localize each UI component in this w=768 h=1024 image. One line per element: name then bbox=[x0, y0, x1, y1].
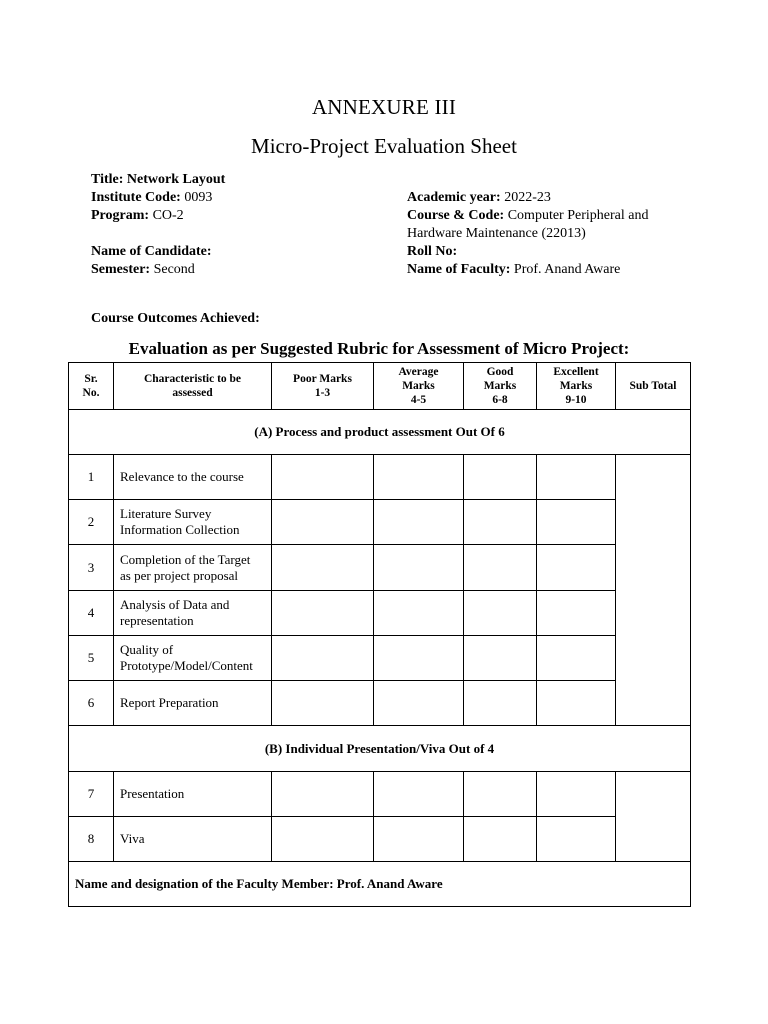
subtotal-cell-a[interactable] bbox=[616, 455, 691, 726]
col-average: Average Marks 4-5 bbox=[374, 363, 464, 410]
sheet-title: Micro-Project Evaluation Sheet bbox=[251, 134, 517, 158]
institute-line bbox=[91, 189, 212, 207]
title-value: Network Layout bbox=[126, 172, 226, 187]
average-cell[interactable] bbox=[374, 455, 464, 500]
footer-row bbox=[69, 862, 691, 907]
row-sr: 7 bbox=[69, 772, 114, 817]
table-row bbox=[69, 636, 691, 681]
title-label: Title: bbox=[91, 172, 124, 187]
course-label: Course & Code: bbox=[407, 208, 505, 223]
row-characteristic: Completion of the Target as per project proposal bbox=[114, 545, 272, 591]
poor-cell[interactable] bbox=[272, 500, 374, 545]
excellent-cell[interactable] bbox=[537, 500, 616, 545]
good-cell[interactable] bbox=[464, 591, 537, 636]
poor-cell[interactable] bbox=[272, 591, 374, 636]
candidate-line bbox=[91, 243, 212, 261]
row-sr: 5 bbox=[69, 636, 114, 681]
section-a-title: (A) Process and product assessment Out Of 6 bbox=[69, 410, 691, 455]
table-row bbox=[69, 455, 691, 500]
excellent-cell[interactable] bbox=[537, 591, 616, 636]
good-cell[interactable] bbox=[464, 500, 537, 545]
faculty-member-line: Name and designation of the Faculty Member: Prof. Anand Aware bbox=[69, 862, 691, 907]
col-subtotal: Sub Total bbox=[616, 363, 691, 410]
academic-label: Academic year: bbox=[407, 190, 501, 205]
outcomes-label: Course Outcomes Achieved: bbox=[91, 311, 260, 326]
row-characteristic: Viva bbox=[114, 817, 272, 862]
table-row bbox=[69, 817, 691, 862]
faculty-line bbox=[407, 261, 620, 279]
annexure-heading: ANNEXURE III bbox=[311, 95, 457, 119]
good-cell[interactable] bbox=[464, 817, 537, 862]
section-b-row bbox=[69, 726, 691, 772]
good-cell[interactable] bbox=[464, 455, 537, 500]
program-line bbox=[91, 207, 184, 225]
poor-cell[interactable] bbox=[272, 545, 374, 591]
candidate-label: Name of Candidate: bbox=[91, 244, 212, 259]
institute-value: 0093 bbox=[184, 190, 213, 205]
faculty-value: Prof. Anand Aware bbox=[513, 262, 621, 277]
academic-line bbox=[407, 189, 551, 207]
semester-line bbox=[91, 261, 195, 279]
excellent-cell[interactable] bbox=[537, 772, 616, 817]
excellent-cell[interactable] bbox=[537, 681, 616, 726]
average-cell[interactable] bbox=[374, 772, 464, 817]
good-cell[interactable] bbox=[464, 772, 537, 817]
outcomes-line bbox=[91, 310, 260, 328]
row-characteristic: Quality of Prototype/Model/Content bbox=[114, 636, 272, 681]
row-sr: 8 bbox=[69, 817, 114, 862]
col-characteristic: Characteristic to be assessed bbox=[114, 363, 272, 410]
faculty-label: Name of Faculty: bbox=[407, 262, 511, 277]
row-characteristic: Analysis of Data and representation bbox=[114, 591, 272, 636]
average-cell[interactable] bbox=[374, 817, 464, 862]
semester-value: Second bbox=[153, 262, 195, 277]
program-label: Program: bbox=[91, 208, 150, 223]
poor-cell[interactable] bbox=[272, 455, 374, 500]
row-sr: 1 bbox=[69, 455, 114, 500]
table-row bbox=[69, 681, 691, 726]
average-cell[interactable] bbox=[374, 591, 464, 636]
row-characteristic: Literature Survey Information Collection bbox=[114, 500, 272, 545]
course-line-2 bbox=[407, 225, 586, 243]
average-cell[interactable] bbox=[374, 636, 464, 681]
section-b-title: (B) Individual Presentation/Viva Out of 4 bbox=[69, 726, 691, 772]
good-cell[interactable] bbox=[464, 636, 537, 681]
average-cell[interactable] bbox=[374, 545, 464, 591]
good-cell[interactable] bbox=[464, 545, 537, 591]
col-poor: Poor Marks 1-3 bbox=[272, 363, 374, 410]
course-line bbox=[407, 207, 648, 225]
roll-line bbox=[407, 243, 457, 261]
title-line bbox=[91, 171, 225, 189]
poor-cell[interactable] bbox=[272, 817, 374, 862]
roll-label: Roll No: bbox=[407, 244, 458, 259]
academic-value: 2022-23 bbox=[504, 190, 551, 205]
section-a-row bbox=[69, 410, 691, 455]
excellent-cell[interactable] bbox=[537, 545, 616, 591]
row-characteristic: Relevance to the course bbox=[114, 455, 272, 500]
average-cell[interactable] bbox=[374, 500, 464, 545]
row-sr: 2 bbox=[69, 500, 114, 545]
table-row bbox=[69, 591, 691, 636]
table-row bbox=[69, 500, 691, 545]
poor-cell[interactable] bbox=[272, 772, 374, 817]
excellent-cell[interactable] bbox=[537, 636, 616, 681]
average-cell[interactable] bbox=[374, 681, 464, 726]
col-excellent: Excellent Marks 9-10 bbox=[537, 363, 616, 410]
institute-label: Institute Code: bbox=[91, 190, 181, 205]
row-sr: 4 bbox=[69, 591, 114, 636]
subtotal-cell-b[interactable] bbox=[616, 772, 691, 862]
header-row bbox=[69, 363, 691, 410]
table-row bbox=[69, 545, 691, 591]
course-value-2: Hardware Maintenance (22013) bbox=[407, 226, 586, 241]
course-value-1: Computer Peripheral and bbox=[507, 208, 649, 223]
semester-label: Semester: bbox=[91, 262, 151, 277]
poor-cell[interactable] bbox=[272, 681, 374, 726]
rubric-title: Evaluation as per Suggested Rubric for Assessment of Micro Project: bbox=[128, 339, 630, 358]
col-good: Good Marks 6-8 bbox=[464, 363, 537, 410]
good-cell[interactable] bbox=[464, 681, 537, 726]
program-value: CO-2 bbox=[152, 208, 184, 223]
row-sr: 3 bbox=[69, 545, 114, 591]
table-row bbox=[69, 772, 691, 817]
col-sr: Sr. No. bbox=[69, 363, 114, 410]
excellent-cell[interactable] bbox=[537, 455, 616, 500]
excellent-cell[interactable] bbox=[537, 817, 616, 862]
poor-cell[interactable] bbox=[272, 636, 374, 681]
row-characteristic: Presentation bbox=[114, 772, 272, 817]
row-sr: 6 bbox=[69, 681, 114, 726]
rubric-table bbox=[68, 362, 691, 907]
row-characteristic: Report Preparation bbox=[114, 681, 272, 726]
